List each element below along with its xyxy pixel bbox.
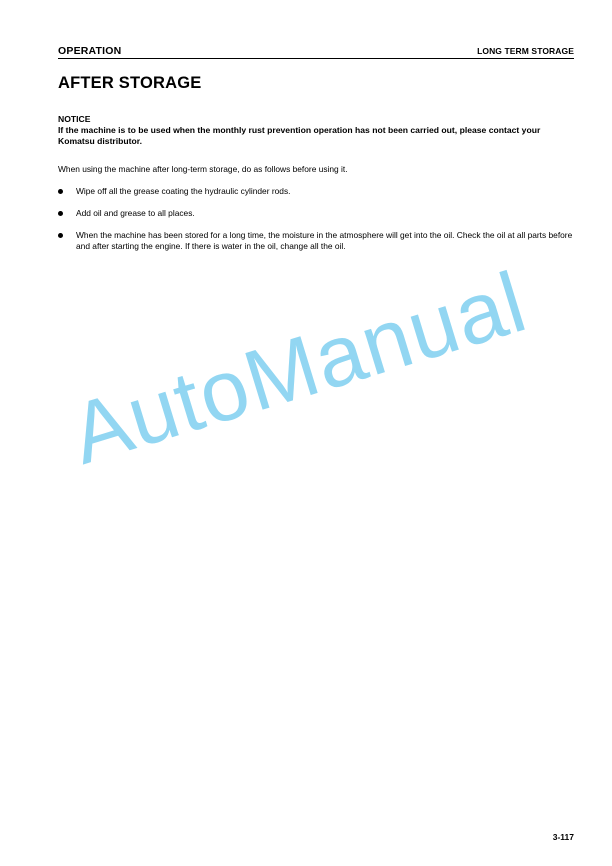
watermark: AutoManual	[60, 253, 537, 483]
header-divider	[58, 58, 574, 59]
page-header	[58, 45, 574, 59]
list-item	[58, 186, 576, 197]
notice-label: NOTICE	[58, 114, 91, 124]
list-item-text: When the machine has been stored for a long time, the moisture in the atmosphere will get into the oil. Check the oil at all parts before and after starting the engine. If there is water in the oil, change all the oil.	[76, 230, 573, 251]
bullet-icon	[58, 211, 63, 216]
bullet-icon	[58, 189, 63, 194]
chapter-label: LONG TERM STORAGE	[477, 46, 574, 56]
list-item-text: Add oil and grease to all places.	[76, 208, 195, 218]
notice-block	[58, 114, 576, 147]
instruction-list	[58, 186, 576, 263]
section-label: OPERATION	[58, 45, 122, 57]
list-item	[58, 230, 576, 252]
list-item-text: Wipe off all the grease coating the hydraulic cylinder rods.	[76, 186, 291, 196]
page-title: AFTER STORAGE	[58, 74, 202, 92]
list-item	[58, 208, 576, 219]
notice-text: If the machine is to be used when the monthly rust prevention operation has not been carried out, please contact your Komatsu distributor.	[58, 125, 541, 146]
intro-paragraph: When using the machine after long-term storage, do as follows before using it.	[58, 164, 348, 174]
bullet-icon	[58, 233, 63, 238]
page-number: 3-117	[552, 832, 574, 842]
